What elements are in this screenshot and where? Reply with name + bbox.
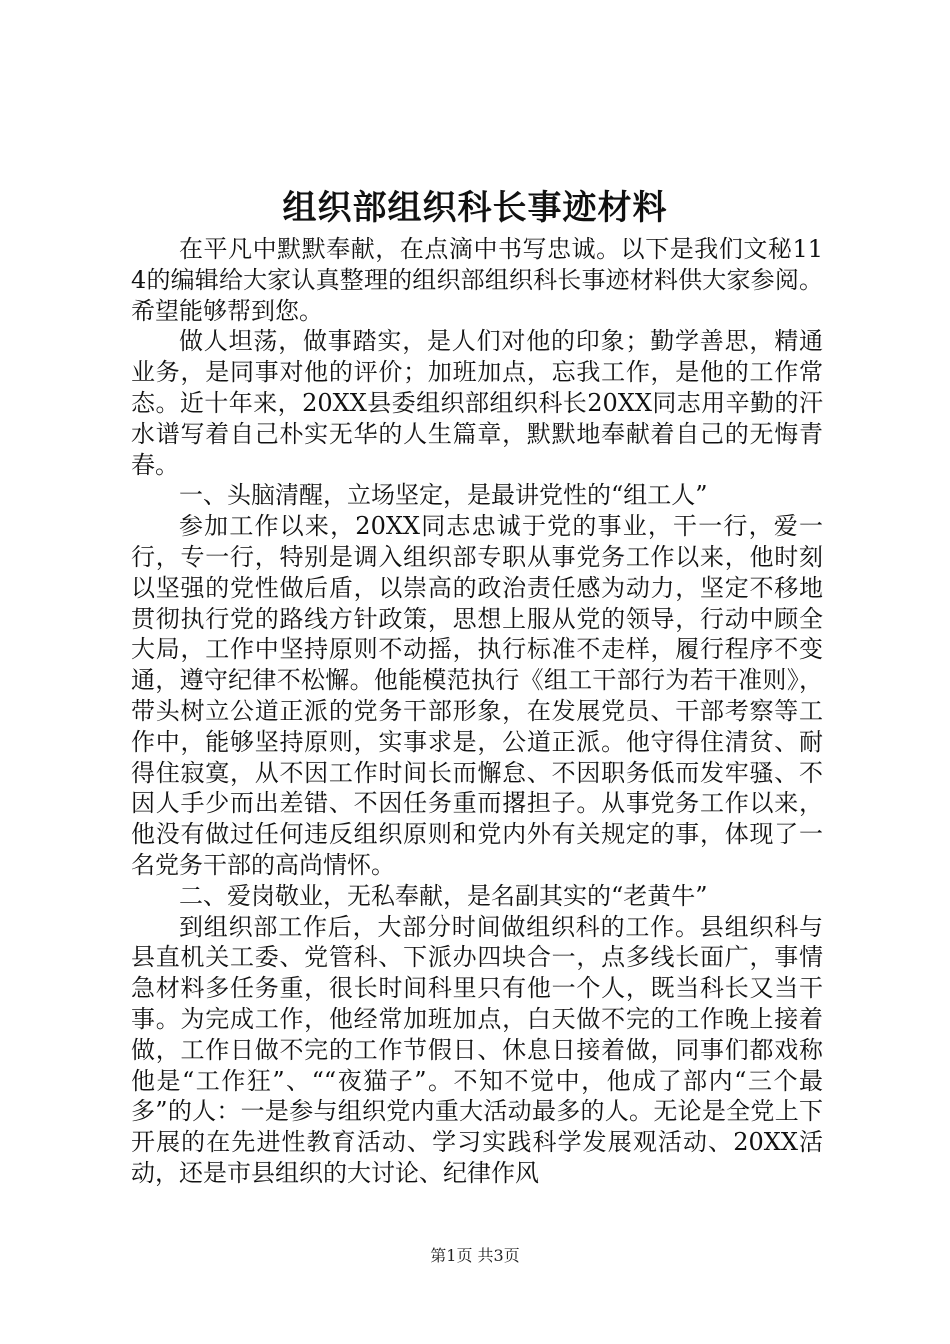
intro-paragraph: 在平凡中默默奉献，在点滴中书写忠诚。以下是我们文秘114的编辑给大家认真整理的组织部组织科长事迹材料供大家参阅。希望能够帮到您。 — [131, 235, 823, 325]
page-number-footer: 第1页 共3页 — [430, 1246, 520, 1265]
profile-paragraph: 做人坦荡，做事踏实，是人们对他的印象；勤学善思，精通业务，是同事对他的评价；加班加点，忘我工作，是他的工作常态。近十年来，20XX县委组织部组织科长20XX同志用辛勤的汗水谱写着自己朴实无华的人生篇章，默默地奉献着自己的无悔青春。 — [131, 327, 823, 479]
section-heading-2: 二、爱岗敬业，无私奉献，是名副其实的“老黄牛” — [179, 881, 708, 910]
section-2-paragraph: 到组织部工作后，大部分时间做组织科的工作。县组织科与县直机关工委、党管科、下派办四块合一，点多线长面广，事情急材料多任务重，很长时间科里只有他一个人，既当科长又当干事。为完成工作，他经常加班加点，白天做不完的工作晚上接着做，工作日做不完的工作节假日、休息日接着做，同事们都戏称他是“工作狂”、““夜猫子”。不知不觉中，他成了部内“三个最多”的人：一是参与组织党内重大活动最多的人。无论是全党上下开展的在先进性教育活动、学习实践科学发展观活动、20XX活动，还是市县组织的大讨论、纪律作风 — [131, 912, 823, 1187]
document-title: 组织部组织科长事迹材料 — [282, 188, 668, 228]
section-1-paragraph: 参加工作以来，20XX同志忠诚于党的事业，干一行，爱一行，专一行，特别是调入组织部专职从事党务工作以来，他时刻以坚强的党性做后盾，以崇高的政治责任感为动力，坚定不移地贯彻执行党的路线方针政策，思想上服从党的领导，行动中顾全大局，工作中坚持原则不动摇，执行标准不走样，履行程序不变通，遵守纪律不松懈。他能模范执行《组工干部行为若干准则》，带头树立公道正派的党务干部形象，在发展党员、干部考察等工作中，能够坚持原则，实事求是，公道正派。他守得住清贫、耐得住寂寞，从不因工作时间长而懈怠、不因职务低而发牢骚、不因人手少而出差错、不因任务重而撂担子。从事党务工作以来，他没有做过任何违反组织原则和党内外有关规定的事，体现了一名党务干部的高尚情怀。 — [131, 512, 823, 879]
section-heading-1: 一、头脑清醒，立场坚定，是最讲党性的“组工人” — [179, 481, 708, 510]
document-body — [131, 234, 823, 1189]
